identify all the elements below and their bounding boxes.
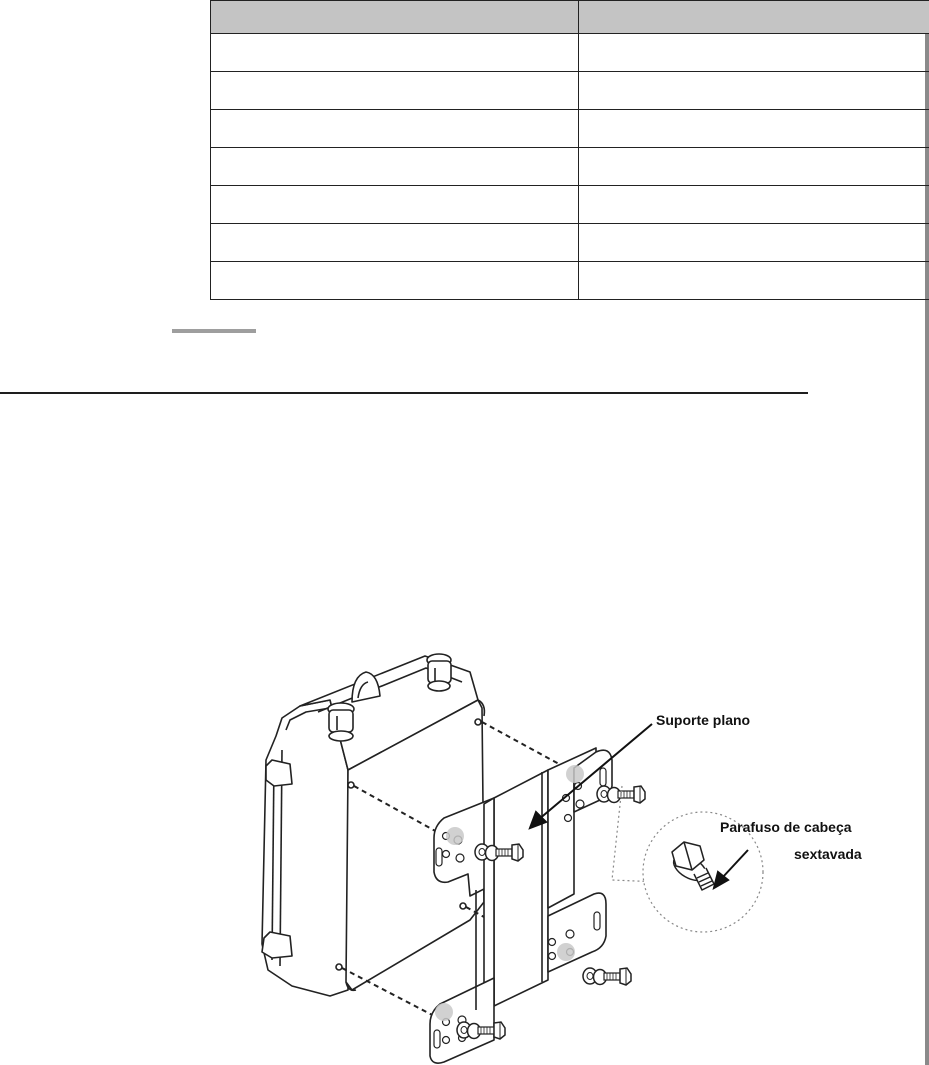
callout-screw-label-line2: sextavada	[794, 846, 862, 862]
callout-screw-label-line1: Parafuso de cabeça	[720, 819, 852, 835]
callout-bracket-label: Suporte plano	[656, 712, 751, 728]
